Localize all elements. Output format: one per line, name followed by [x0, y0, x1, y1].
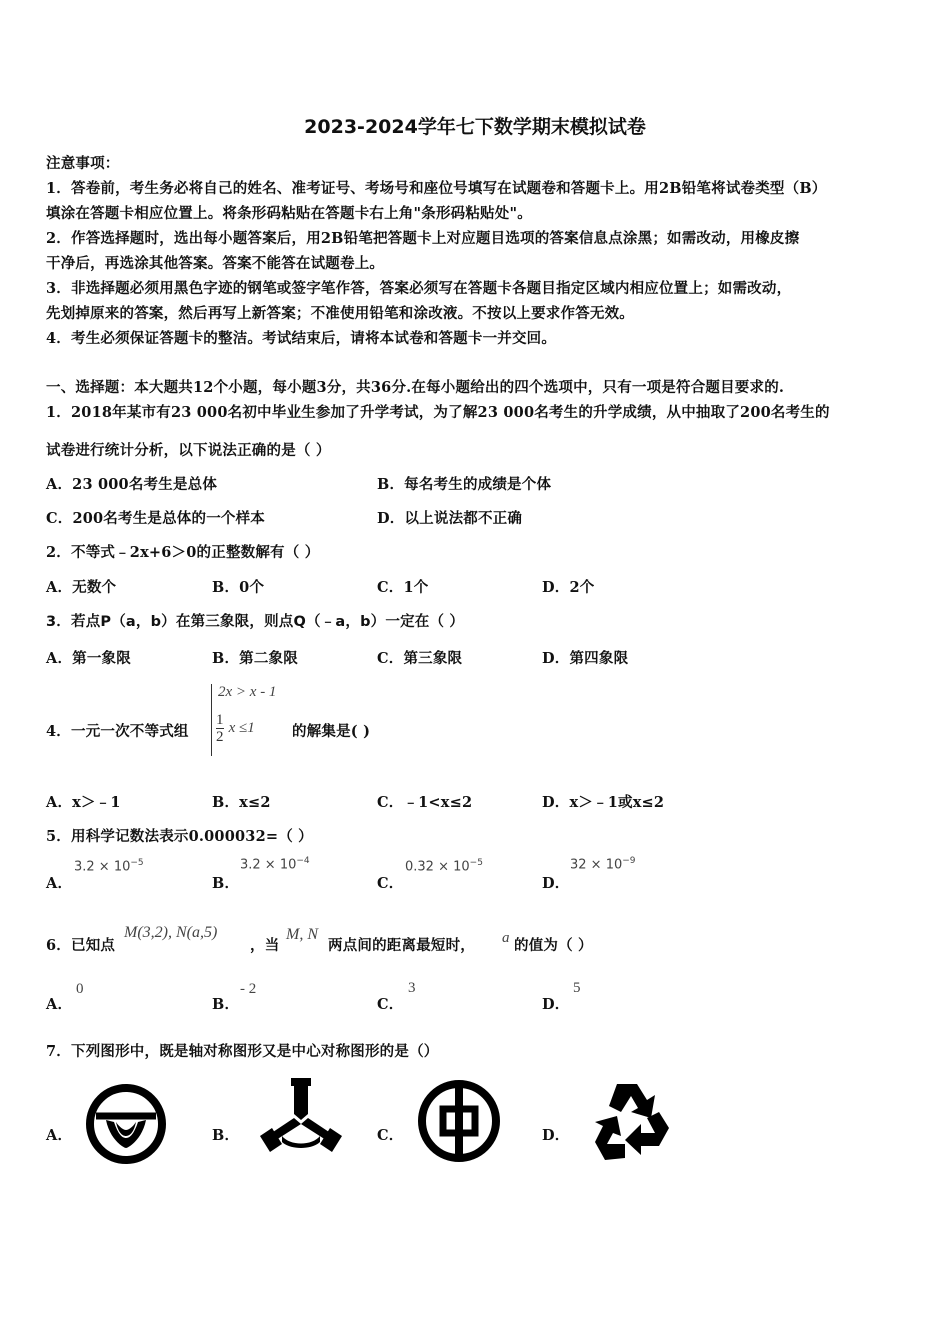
q6-option-d-value: 5 — [573, 980, 581, 996]
q1-stem-line1: 1．2018年某市有23 000名初中毕业生参加了升学考试，为了解23 000名考生的升学成绩，从中抽取了200名考生的 — [46, 404, 830, 421]
q4-option-d: D．x＞﹣1或x≤2 — [542, 794, 665, 811]
q4-fraction-denominator: 2 — [216, 729, 224, 745]
q2-option-a: A．无数个 — [46, 579, 117, 596]
q7-option-d-label: D． — [542, 1127, 570, 1144]
q5-c-mantissa: 0.32 × 10 — [405, 859, 470, 875]
q4-option-a: A．x＞﹣1 — [46, 794, 121, 811]
q5-stem: 5．用科学记数法表示0.000032=（ ） — [46, 828, 313, 845]
notes-heading: 注意事项： — [46, 155, 120, 172]
q5-c-exponent: −5 — [469, 858, 483, 868]
q4-inequality-2 — [216, 712, 255, 745]
q6-mn: M, N — [286, 926, 318, 943]
q7-option-a-figure — [84, 1082, 168, 1166]
q1-stem-line2: 试卷进行统计分析，以下说法正确的是（ ） — [46, 442, 331, 459]
q6-option-c-label: C． — [377, 996, 404, 1013]
q7-option-b-figure — [254, 1076, 348, 1160]
notes-line: 2．作答选择题时，选出每小题答案后，用2B铅笔把答题卡上对应题目选项的答案信息点涂黑；如需改动，用橡皮擦 — [46, 230, 800, 247]
q4-stem-prefix: 4．一元一次不等式组 — [46, 723, 189, 740]
q1-option-c: C．200名考生是总体的一个样本 — [46, 510, 266, 527]
q1-option-b: B．每名考生的成绩是个体 — [377, 476, 552, 493]
q6-option-c-value: 3 — [408, 980, 416, 996]
q2-option-c: C．1个 — [377, 579, 429, 596]
q3-option-c: C．第三象限 — [377, 650, 463, 667]
q5-a-exponent: −5 — [130, 858, 144, 868]
q6-option-d-label: D． — [542, 996, 570, 1013]
q3-stem: 3．若点P（a，b）在第三象限，则点Q（﹣a，b）一定在（ ） — [46, 614, 465, 630]
q6-option-b-label: B． — [212, 996, 240, 1013]
notes-line: 4．考生必须保证答题卡的整洁。考试结束后，请将本试卷和答题卡一并交回。 — [46, 330, 557, 347]
q5-d-exponent: −9 — [622, 856, 636, 866]
recycle-icon — [585, 1078, 677, 1168]
q2-stem: 2．不等式﹣2x+6＞0的正整数解有（ ） — [46, 544, 320, 561]
q3-option-a: A．第一象限 — [46, 650, 131, 667]
q5-option-b-label: B． — [212, 875, 240, 892]
q6-stem-mid: ，当 — [250, 937, 280, 954]
q7-option-c-figure — [416, 1078, 502, 1164]
q5-b-mantissa: 3.2 × 10 — [240, 857, 297, 873]
q2-option-d: D．2个 — [542, 579, 595, 596]
notes-line: 1．答卷前，考生务必将自己的姓名、准考证号、考场号和座位号填写在试题卷和答题卡上。用2B铅笔将试卷类型（B） — [46, 180, 827, 197]
q5-option-b-value — [240, 856, 310, 872]
q7-option-c-label: C． — [377, 1127, 404, 1144]
q7-option-b-label: B． — [212, 1127, 240, 1144]
q6-option-a-value: 0 — [76, 981, 84, 997]
q4-option-c: C．﹣1<x≤2 — [377, 794, 473, 811]
q1-option-a: A．23 000名考生是总体 — [46, 476, 218, 493]
q5-a-mantissa: 3.2 × 10 — [74, 859, 131, 875]
section-heading: 一、选择题：本大题共12个小题，每小题3分，共36分.在每小题给出的四个选项中，只有一项是符合题目要求的. — [46, 379, 785, 396]
q5-d-mantissa: 32 × 10 — [570, 857, 623, 873]
q4-inequality-2-tail: x ≤1 — [228, 720, 255, 736]
q3-option-b: B．第二象限 — [212, 650, 298, 667]
q2-option-b: B．0个 — [212, 579, 265, 596]
page-title: 2023-2024学年七下数学期末模拟试卷 — [304, 116, 646, 138]
q6-stem-suffix: 的值为（ ） — [514, 937, 593, 954]
q1-option-d: D．以上说法都不正确 — [377, 510, 523, 527]
notes-line: 3．非选择题必须用黑色字迹的钢笔或签字笔作答，答案必须写在答题卡各题目指定区域内相应位置上；如需改动， — [46, 280, 792, 297]
q7-stem: 7．下列图形中，既是轴对称图形又是中心对称图形的是（） — [46, 1043, 439, 1060]
q3-option-d: D．第四象限 — [542, 650, 629, 667]
q4-stem-suffix: 的解集是( ) — [292, 723, 371, 740]
q5-option-a-label: A． — [46, 875, 73, 892]
notes-line: 填涂在答题卡相应位置上。将条形码粘贴在答题卡右上角"条形码粘贴处"。 — [46, 205, 532, 222]
q4-inequality-1: 2x > x - 1 — [218, 684, 277, 700]
q6-option-a-label: A． — [46, 996, 73, 1013]
q6-points: M(3,2), N(a,5) — [124, 924, 218, 941]
q5-option-c-value — [405, 858, 483, 874]
q4-system-brace — [211, 684, 212, 756]
q4-fraction-numerator: 1 — [216, 712, 224, 728]
q5-option-d-label: D． — [542, 875, 570, 892]
q5-option-c-label: C． — [377, 875, 404, 892]
q5-option-d-value — [570, 856, 636, 872]
q6-stem-prefix: 6．已知点 — [46, 937, 116, 954]
q5-option-a-value — [74, 858, 144, 874]
q7-option-a-label: A． — [46, 1127, 73, 1144]
q4-option-b: B．x≤2 — [212, 794, 271, 811]
notes-line: 干净后，再选涂其他答案。答案不能答在试题卷上。 — [46, 255, 385, 272]
q6-option-b-value: - 2 — [240, 981, 257, 997]
q6-stem-mid2: 两点间的距离最短时， — [328, 937, 475, 954]
notes-line: 先划掉原来的答案，然后再写上新答案；不准使用铅笔和涂改液。不按以上要求作答无效。 — [46, 305, 634, 322]
q5-b-exponent: −4 — [296, 856, 310, 866]
q6-a: a — [502, 930, 510, 946]
